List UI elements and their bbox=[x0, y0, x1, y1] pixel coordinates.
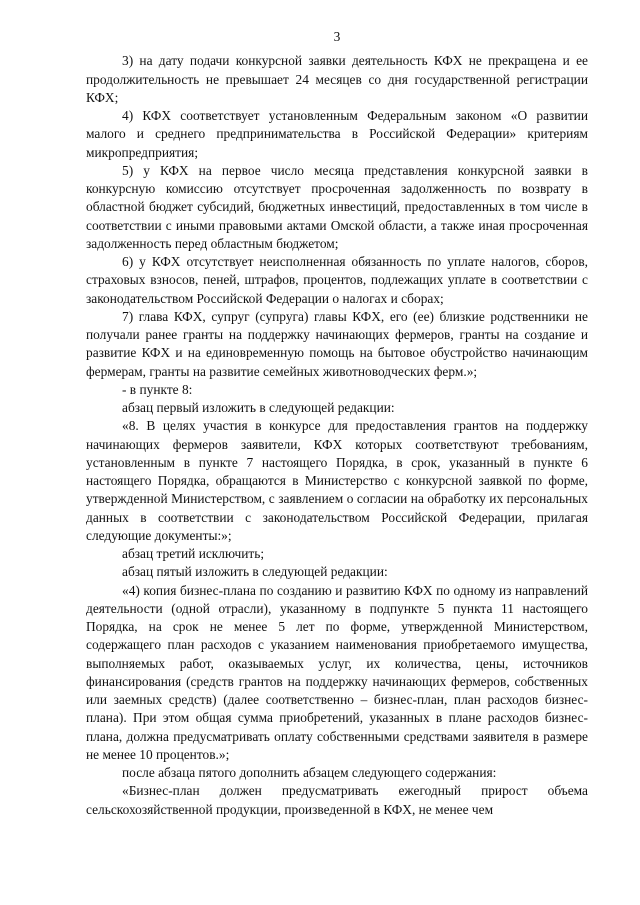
paragraph-item-7: 7) глава КФХ, супруг (супруга) главы КФХ, его (ее) близкие родственники не получали ранее гранты на поддержку начинающих фермеров, гранты на создание и развитие КФХ и на единовременную помощь на бытовое обустройство начинающим фермерам, гранты на развитие семейных животноводческих ферм.»; bbox=[86, 308, 588, 379]
paragraph-fifth-abzac-instruction: абзац пятый изложить в следующей редакции: bbox=[122, 564, 388, 580]
paragraph-business-plan-copy: «4) копия бизнес-плана по созданию и развитию КФХ по одному из направлений деятельности (одной отрасли), указанному в подпункте 5 пункта 11 настоящего Порядка, на срок не менее 5 лет по форме, утвержденной Министерством, содержащего план расходов с указанием наименования приобретаемого имущества, выполняемых работ, оказываемых услуг, их количества, цены, источников финансирования (средств грантов на поддержку начинающих фермеров, собственных или заемных средств) (далее соответственно – бизнес-план, план расходов бизнес-плана). При этом общая сумма приобретений, указанных в плане расходов бизнес-плана, должна предусматривать оплату собственными средствами заявителя в размере не менее 10 процентов.»; bbox=[86, 582, 588, 762]
page-number: 3 bbox=[333, 29, 341, 44]
paragraph-item-3: 3) на дату подачи конкурсной заявки деятельность КФХ не прекращена и ее продолжительность не превышает 24 месяцев со дня государственной регистрации КФХ; bbox=[86, 53, 588, 105]
paragraph-first-abzac-instruction: абзац первый изложить в следующей редакции: bbox=[122, 400, 395, 415]
document-page bbox=[86, 28, 588, 819]
paragraph-item-6: 6) у КФХ отсутствует неисполненная обязанность по уплате налогов, сборов, страховых взносов, пеней, штрафов, процентов, подлежащих уплате в соответствии с законодательством Российской Федерации о налогах и сборах; bbox=[86, 254, 588, 306]
paragraph-third-abzac-instruction: абзац третий исключить; bbox=[122, 546, 265, 561]
paragraph-after-fifth-instruction: после абзаца пятого дополнить абзацем следующего содержания: bbox=[122, 765, 497, 780]
paragraph-point-8-text: «8. В целях участия в конкурсе для предоставления грантов на поддержку начинающих фермеров заявители, КФХ которых соответствуют требованиям, установленным в пункте 7 настоящего Порядка, в срок, указанный в пункте 6 настоящего Порядка, обращаются в Министерство с конкурсной заявкой по форме, утвержденной Министерством, с заявлением о согласии на обработку их персональных данных в соответствии с законодательством Российской Федерации, прилагая следующие документы:»; bbox=[86, 418, 588, 543]
paragraph-business-plan-growth: «Бизнес-план должен предусматривать ежегодный прирост объема сельскохозяйственной продукции, произведенной в КФХ, не менее чем bbox=[86, 783, 588, 817]
paragraph-item-5: 5) у КФХ на первое число месяца представления конкурсной заявки в конкурсную комиссию отсутствует просроченная задолженность по возврату в областной бюджет субсидий, бюджетных инвестиций, предоставленных в том числе в соответствии с иными правовыми актами Омской области, а также иная просроченная задолженность перед областным бюджетом; bbox=[86, 162, 588, 251]
paragraph-item-4: 4) КФХ соответствует установленным Федеральным законом «О развитии малого и среднего предпринимательства в Российской Федерации» критериям микропредприятия; bbox=[86, 108, 588, 160]
paragraph-point-8-intro: - в пункте 8: bbox=[122, 381, 193, 397]
